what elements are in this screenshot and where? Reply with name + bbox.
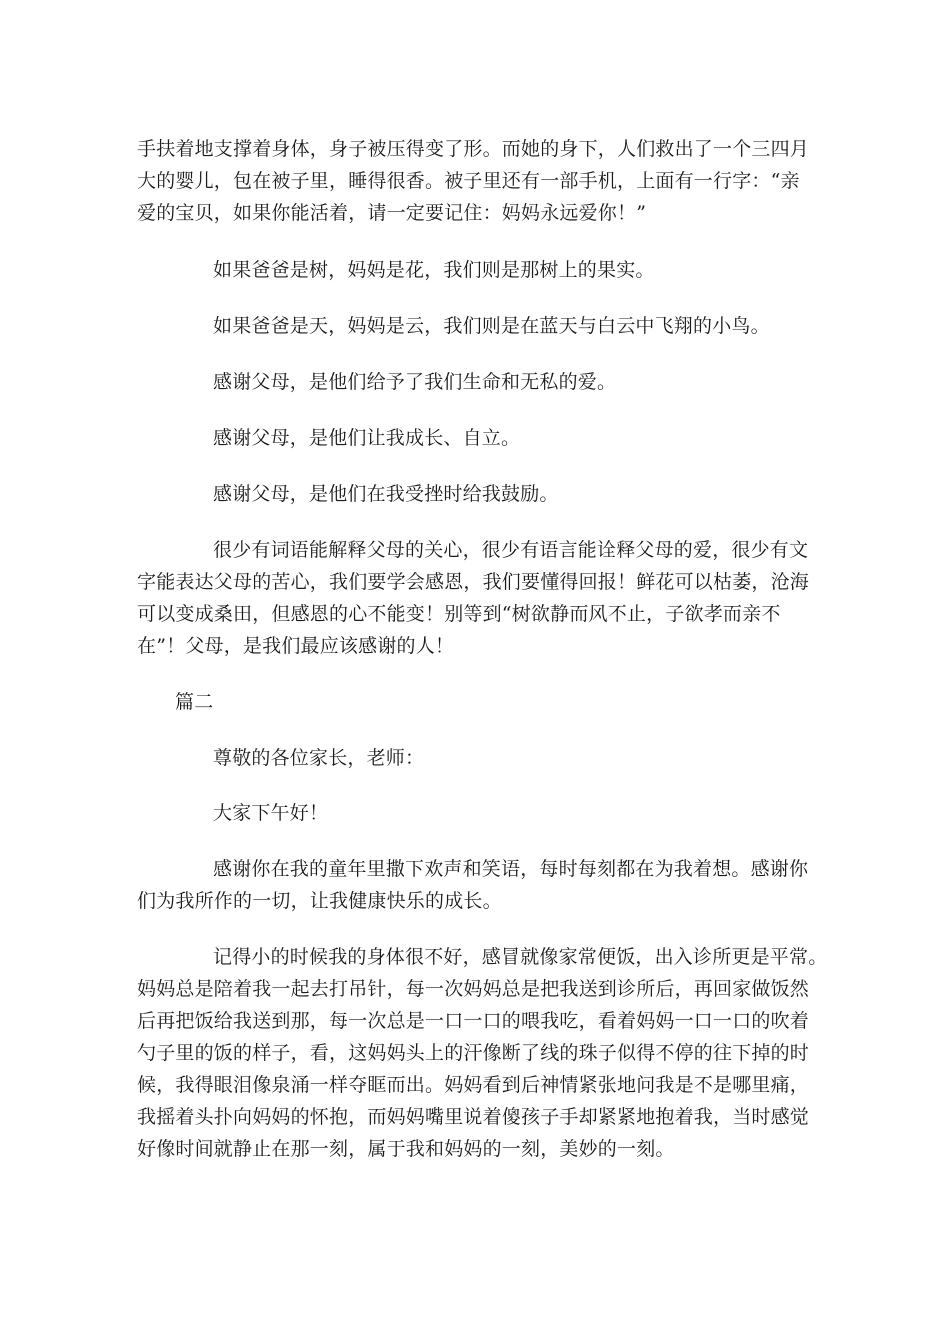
para9-line-7: 好像时间就静止在那一刻，属于我和妈妈的一刻，美妙的一刻。 [137,1138,675,1160]
para9-line-5: 候，我得眼泪像泉涌一样夺眶而出。妈妈看到后神情紧张地问我是不是哪里痛， [137,1074,810,1096]
para1-line-2: 大的婴儿，包在被子里，睡得很香。被子里还有一部手机，上面有一行字：“亲 [137,170,800,192]
para8-line-2: 们为我所作的一切，让我健康快乐的成长。 [137,890,502,912]
para7-line-1: 很少有词语能解释父母的关心，很少有语言能诠释父母的爱，很少有文 [213,539,809,561]
para9-line-3: 后再把饭给我送到那，每一次总是一口一口的喂我吃，看着妈妈一口一口的吹着 [137,1010,810,1032]
salutation: 尊敬的各位家长，老师： [213,747,425,769]
greeting: 大家下午好！ [213,802,329,824]
para4: 感谢父母，是他们给予了我们生命和无私的爱。 [213,371,617,393]
para7-line-4: 在”！父母，是我们最应该感谢的人！ [137,635,455,657]
para5: 感谢父母，是他们让我成长、自立。 [213,427,521,449]
para9-line-1: 记得小的时候我的身体很不好，感冒就像家常便饭，出入诊所更是平常。 [213,946,828,968]
para9-line-6: 我摇着头扑向妈妈的怀抱，而妈妈嘴里说着傻孩子手却紧紧地抱着我，当时感觉 [137,1106,810,1128]
para9-line-4: 勺子里的饭的样子，看，这妈妈头上的汗像断了线的珠子似得不停的往下掉的时 [137,1042,810,1064]
para2: 如果爸爸是树，妈妈是花，我们则是那树上的果实。 [213,259,655,281]
section-heading: 篇二 [175,691,214,713]
para6: 感谢父母，是他们在我受挫时给我鼓励。 [213,483,559,505]
para9-line-2: 妈妈总是陪着我一起去打吊针，每一次妈妈总是把我送到诊所后，再回家做饭然 [137,978,810,1000]
para7-line-2: 字能表达父母的苦心，我们要学会感恩，我们要懂得回报！鲜花可以枯萎，沧海 [137,571,810,593]
para3: 如果爸爸是天，妈妈是云，我们则是在蓝天与白云中飞翔的小鸟。 [213,315,770,337]
para1-line-1: 手扶着地支撑着身体，身子被压得变了形。而她的身下，人们救出了一个三四月 [137,138,810,160]
para8-line-1: 感谢你在我的童年里撒下欢声和笑语，每时每刻都在为我着想。感谢你 [213,858,809,880]
para1-line-3: 爱的宝贝，如果你能活着，请一定要记住：妈妈永远爱你！” [137,202,647,224]
para7-line-3: 可以变成桑田，但感恩的心不能变！别等到“树欲静而风不止，子欲孝而亲不 [137,603,781,625]
